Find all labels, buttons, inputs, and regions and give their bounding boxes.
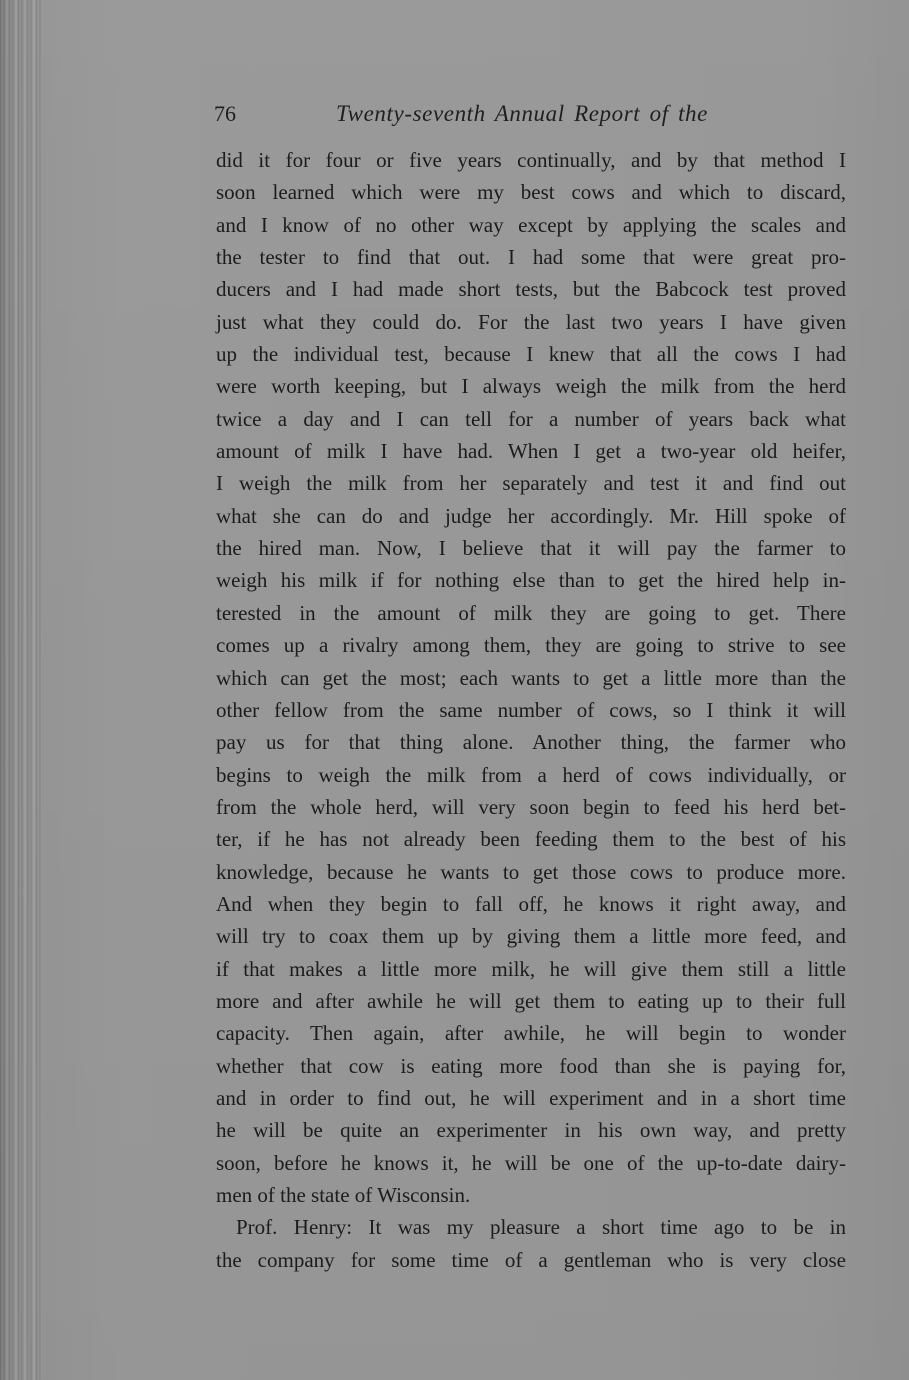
text-line: just what they could do. For the last two years I have given <box>216 309 846 334</box>
text-line: soon learned which were my best cows and which to discard, <box>216 180 846 205</box>
book-binding-edge <box>0 0 42 1380</box>
text-line: and in order to find out, he will experiment and in a short time <box>216 1085 846 1110</box>
text-line: terested in the amount of milk they are going to get. There <box>216 600 846 625</box>
text-line: up the individual test, because I knew that all the cows I had <box>216 342 846 367</box>
text-line: men of the state of Wisconsin. <box>216 1183 471 1207</box>
text-line: weigh his milk if for nothing else than to get the hired help in- <box>216 568 846 593</box>
text-line: soon, before he knows it, he will be one of the up-to-date dairy- <box>216 1150 846 1175</box>
text-line: capacity. Then again, after awhile, he will begin to wonder <box>216 1021 846 1046</box>
page-number: 76 <box>214 101 236 126</box>
text-line: ter, if he has not already been feeding them to the best of his <box>216 827 846 852</box>
text-line: ducers and I had made short tests, but the Babcock test proved <box>216 277 846 302</box>
text-line: amount of milk I have had. When I get a two-year old heifer, <box>216 439 846 464</box>
text-line: whether that cow is eating more food than she is paying for, <box>216 1053 846 1078</box>
body-text <box>216 144 846 1276</box>
page-header <box>214 101 754 131</box>
text-line: and I know of no other way except by applying the scales and <box>216 212 846 237</box>
text-line: pay us for that thing alone. Another thing, the farmer who <box>216 730 846 755</box>
text-line: he will be quite an experimenter in his own way, and pretty <box>216 1118 846 1143</box>
text-line: And when they begin to fall off, he knows it right away, and <box>216 891 846 916</box>
text-line: from the whole herd, will very soon begin to feed his herd bet- <box>216 794 846 819</box>
text-line: Prof. Henry: It was my pleasure a short time ago to be in <box>236 1215 846 1240</box>
running-head: Twenty-seventh Annual Report of the <box>336 101 708 126</box>
text-line: the tester to find that out. I had some that were great pro- <box>216 245 846 270</box>
text-line: will try to coax them up by giving them a little more feed, and <box>216 924 846 949</box>
text-line: the company for some time of a gentleman who is very close <box>216 1247 846 1272</box>
text-line: the hired man. Now, I believe that it will pay the farmer to <box>216 536 846 561</box>
text-line: were worth keeping, but I always weigh the milk from the herd <box>216 374 846 399</box>
text-line: other fellow from the same number of cows, so I think it will <box>216 697 846 722</box>
text-line: twice a day and I can tell for a number of years back what <box>216 406 846 431</box>
text-line: which can get the most; each wants to get a little more than the <box>216 665 846 690</box>
text-line: if that makes a little more milk, he will give them still a little <box>216 956 846 981</box>
text-line: more and after awhile he will get them to eating up to their full <box>216 988 846 1013</box>
text-line: knowledge, because he wants to get those cows to produce more. <box>216 859 846 884</box>
text-line: I weigh the milk from her separately and test it and find out <box>216 471 846 496</box>
text-line: begins to weigh the milk from a herd of cows individually, or <box>216 762 846 787</box>
text-line: did it for four or five years continually, and by that method I <box>216 148 846 172</box>
text-line: comes up a rivalry among them, they are going to strive to see <box>216 633 846 658</box>
text-line: what she can do and judge her accordingly. Mr. Hill spoke of <box>216 503 846 528</box>
